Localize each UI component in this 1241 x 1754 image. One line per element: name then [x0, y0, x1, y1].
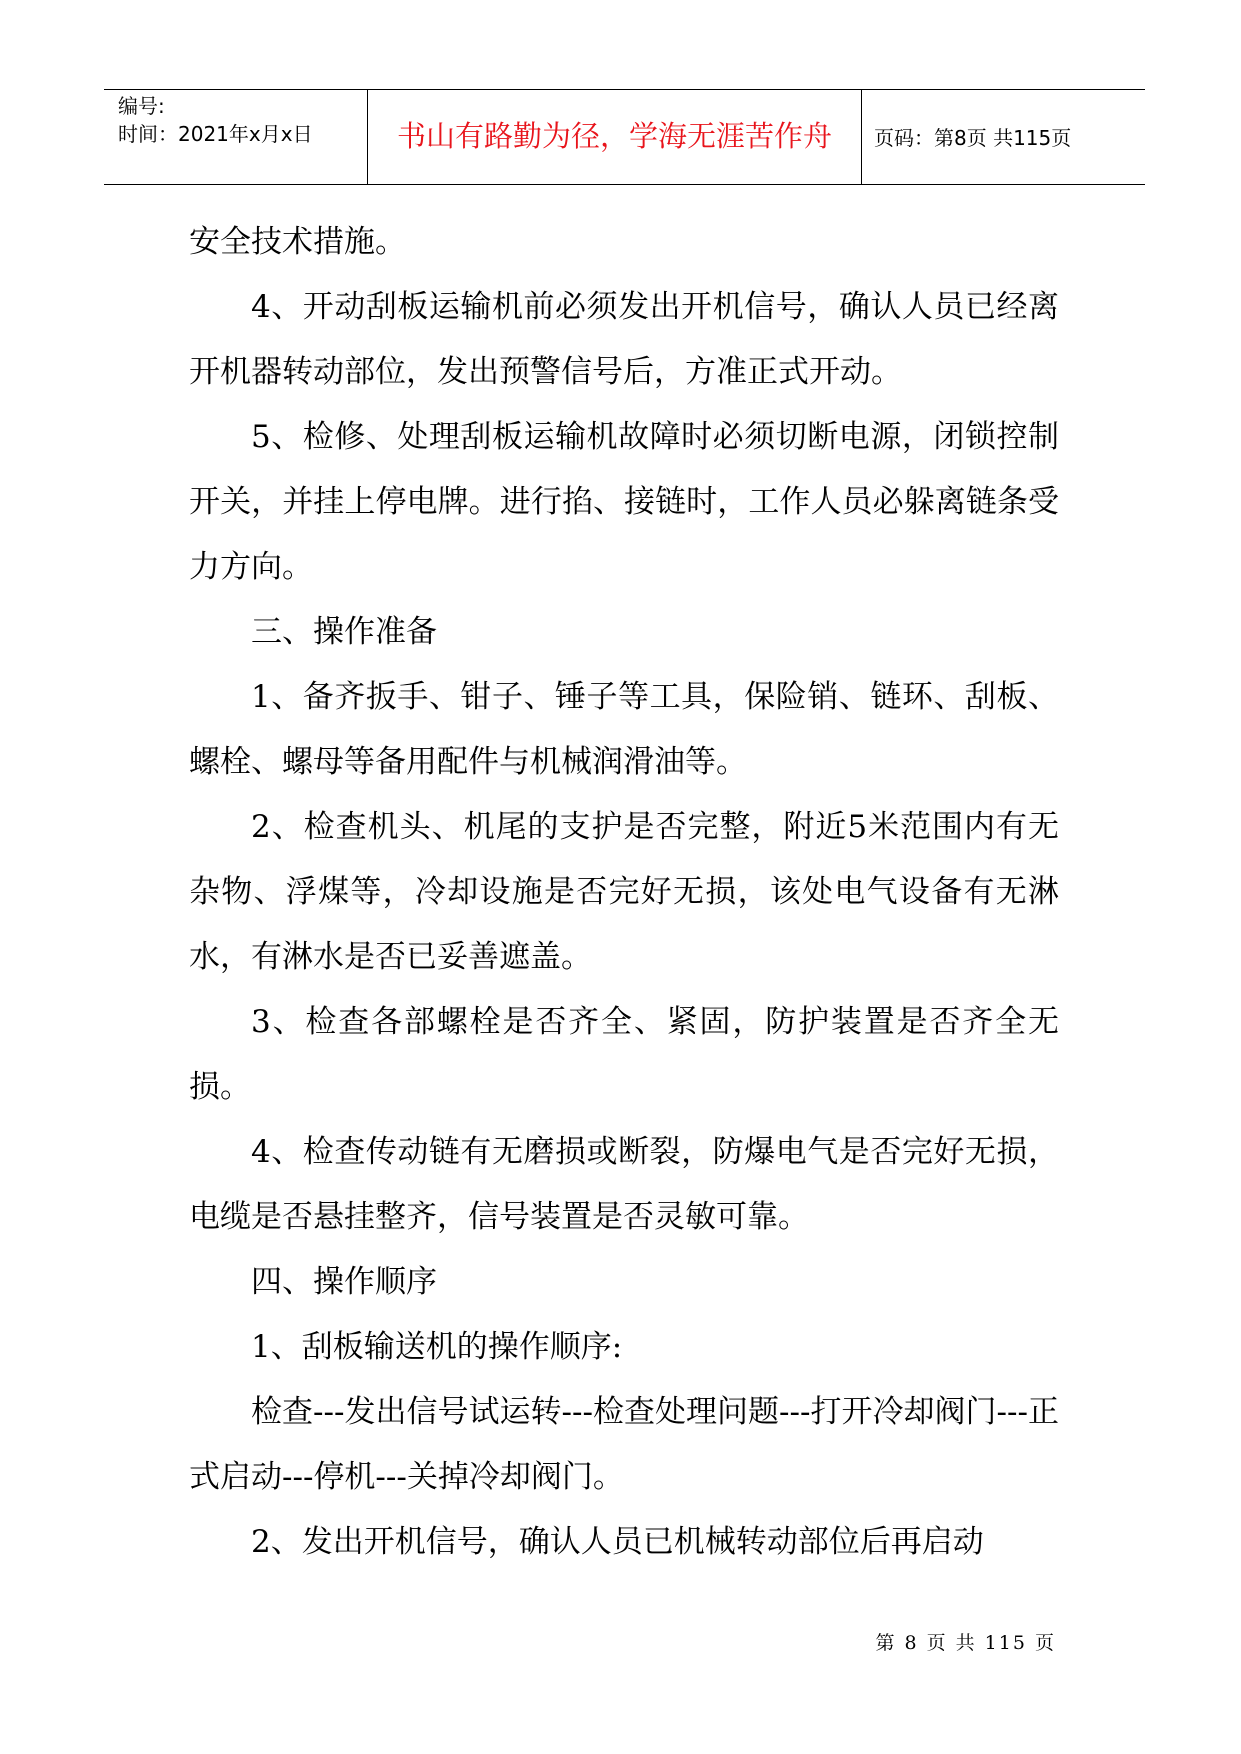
paragraph-1: 安全技术措施。	[189, 224, 406, 260]
paragraph-9: 检查---发出信号试运转---检查处理问题---打开冷却阀门---正式启动---停机---关掉冷却阀门。	[189, 1394, 1059, 1495]
page-footer: 第 8 页 共 115 页	[875, 1632, 1056, 1654]
document-header	[104, 89, 1145, 185]
paragraph-7: 4、检查传动链有无磨损或断裂，防爆电气是否完好无损，电缆是否悬挂整齐，信号装置是否灵敏可靠。	[189, 1134, 1059, 1235]
paragraph-5: 2、检查机头、机尾的支护是否完整，附近5米范围内有无杂物、浮煤等，冷却设施是否完好无损，该处电气设备有无淋水，有淋水是否已妥善遮盖。	[189, 809, 1059, 975]
paragraph-2: 4、开动刮板运输机前必须发出开机信号，确认人员已经离开机器转动部位，发出预警信号后，方准正式开动。	[189, 289, 1059, 390]
date-label: 时间：2021年x月x日	[118, 122, 313, 146]
header-left-cell	[104, 90, 368, 184]
document-body	[189, 210, 1059, 1575]
header-right-cell	[862, 90, 1145, 184]
page-code: 页码：第8页 共115页	[874, 126, 1072, 150]
paragraph-3: 5、检修、处理刮板运输机故障时必须切断电源，闭锁控制开关，并挂上停电牌。进行掐、接链时，工作人员必躲离链条受力方向。	[189, 419, 1059, 585]
paragraph-8: 1、刮板输送机的操作顺序:	[251, 1329, 623, 1365]
motto-text: 书山有路勤为径，学海无涯苦作舟	[396, 119, 832, 153]
paragraph-4: 1、备齐扳手、钳子、锤子等工具，保险销、链环、刮板、螺栓、螺母等备用配件与机械润滑油等。	[189, 679, 1059, 780]
section-heading-3: 三、操作准备	[251, 614, 437, 650]
header-middle-cell	[368, 90, 862, 184]
section-heading-4: 四、操作顺序	[251, 1264, 437, 1300]
paragraph-10: 2、发出开机信号，确认人员已机械转动部位后再启动	[251, 1524, 984, 1560]
doc-number-label: 编号:	[118, 94, 165, 118]
paragraph-6: 3、检查各部螺栓是否齐全、紧固，防护装置是否齐全无损。	[189, 1004, 1059, 1105]
